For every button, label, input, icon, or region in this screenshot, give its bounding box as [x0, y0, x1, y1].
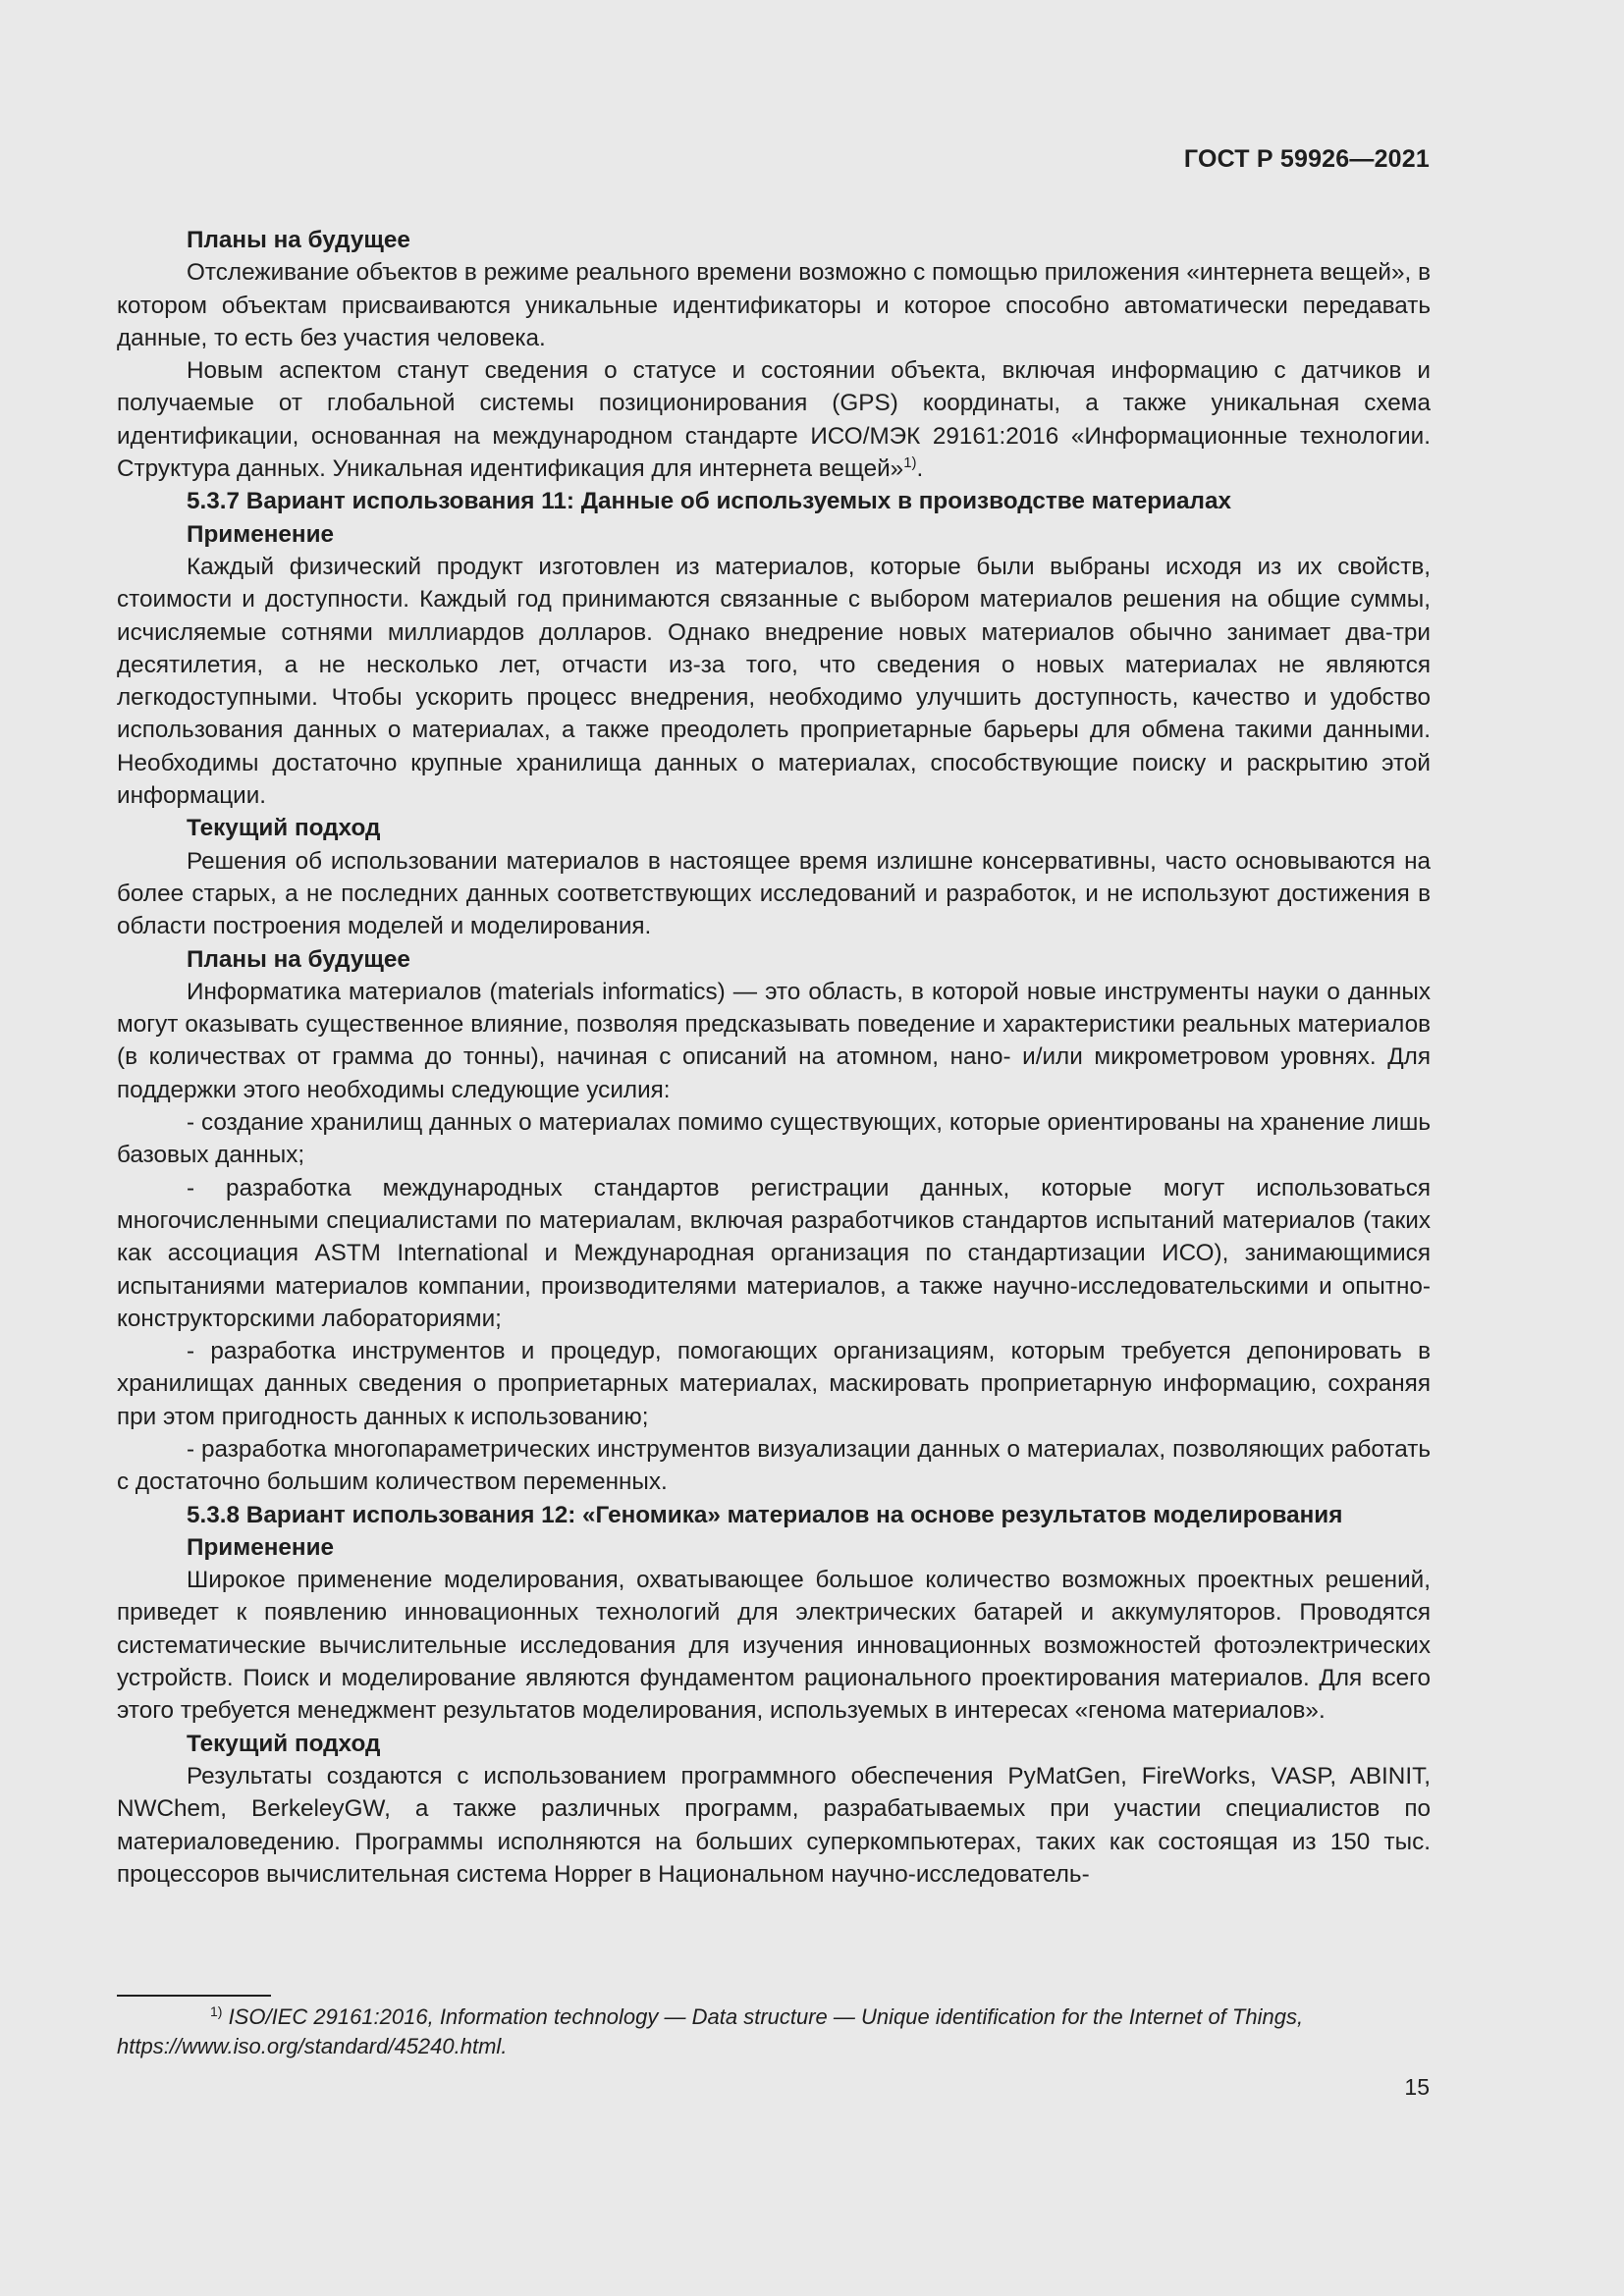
footnote-reference: 1): [903, 454, 917, 472]
paragraph-end: .: [916, 455, 924, 483]
paragraph-text: Новым аспектом станут сведения о статусе и состоянии объекта, включая информацию с датчиков и получаемые от глобальной системы позиционирования (GPS) координаты, а также уникальная схема идентификации, основанная на международном стандарте ИСО/МЭК 29161:2016 «Информационные технологии. Структура данных. Уникальная идентификация для интернета вещей»: [117, 357, 1431, 483]
paragraph: Широкое применение моделирования, охватывающее большое количество возможных проектных решений, приведет к появлению инновационных технологий для электрических батарей и аккумуляторов. Проводятся систематические вычислительные исследования для изучения инновационных возможностей фотоэлектрических устройств. Поиск и моделирование являются фундаментом рационального проектирования материалов. Для всего этого требуется менеджмент результатов моделирования, используемых в интересах «генома материалов».: [117, 1567, 1431, 1725]
subheading-future-plans: Планы на будущее: [187, 227, 410, 253]
paragraph: Отслеживание объектов в режиме реального времени возможно с помощью приложения «интернета вещей», в котором объектам присваиваются уникальные идентификаторы и которое способно автоматически передавать данные, то есть без участия человека.: [117, 259, 1431, 351]
subheading-application: Применение: [187, 1533, 335, 1561]
list-item: - разработка многопараметрических инструментов визуализации данных о материалах, позволяющих работать с достаточно большим количеством переменных.: [117, 1435, 1431, 1496]
page-number: 15: [1404, 2074, 1430, 2100]
footnote-marker: 1): [210, 2003, 223, 2019]
subheading-current-approach: Текущий подход: [187, 815, 381, 842]
paragraph: Каждый физический продукт изготовлен из материалов, которые были выбраны исходя из их свойств, стоимости и доступности. Каждый год принимаются связанные с выбором материалов решения на общие суммы, исчисляемые сотнями миллиардов долларов. Однако внедрение новых материалов обычно занимает два-три десятилетия, а не несколько лет, отчасти из-за того, что сведения о новых материалах не являются легкодоступными. Чтобы ускорить процесс внедрения, необходимо улучшить доступность, качество и удобство использования данных о материалах, а также преодолеть проприетарные барьеры для обмена такими данными. Необходимы достаточно крупные хранилища данных о материалах, способствующие поиску и раскрытию этой информации.: [117, 553, 1431, 810]
footnote-text: ISO/IEC 29161:2016, Information technology — Data structure — Unique identification for the Internet of Things, https://www.iso.org/standard/45240.html.: [117, 2004, 1304, 2058]
footnote-separator: [117, 1995, 271, 1997]
list-item: - разработка инструментов и процедур, помогающих организациям, которым требуется депонировать в хранилищах данных сведения о проприетарных материалах, маскировать проприетарную информацию, сохраняя при этом пригодность данных к использованию;: [117, 1338, 1431, 1430]
list-item: - разработка международных стандартов регистрации данных, которые могут использоваться многочисленными специалистами по материалам, включая разработчиков стандартов испытаний материалов (таких как ассоциация ASTM International и Международная организация по стандартизации ИСО), занимающимися испытаниями материалов компании, производителями материалов, а также научно-исследовательскими и опытно-конструкторскими лабораториями;: [117, 1174, 1431, 1332]
paragraph: [117, 354, 1431, 485]
list-item: - создание хранилищ данных о материалах помимо существующих, которые ориентированы на хранение лишь базовых данных;: [117, 1109, 1431, 1169]
paragraph: Решения об использовании материалов в настоящее время излишне консервативны, часто основываются на более старых, а не последних данных соответствующих исследований и разработок, и не используют достижения в области построения моделей и моделирования.: [117, 847, 1431, 940]
paragraph: Результаты создаются с использованием программного обеспечения PyMatGen, FireWorks, VASP, ABINIT, NWChem, BerkeleyGW, а также различных программ, разрабатываемых при участии специалистов по материаловедению. Программы исполняются на больших суперкомпьютерах, таких как состоящая из 150 тыс. процессоров вычислительная система Hopper в Национальном научно-исследователь-: [117, 1762, 1431, 1888]
section-heading-5-3-8: 5.3.8 Вариант использования 12: «Геномика» материалов на основе результатов моделирования: [187, 1501, 1343, 1528]
footnote: [117, 2002, 1431, 2061]
main-text: [117, 224, 1431, 1891]
subheading-application: Применение: [187, 520, 335, 548]
paragraph: Информатика материалов (materials informatics) — это область, в которой новые инструменты науки о данных могут оказывать существенное влияние, позволяя предсказывать поведение и характеристики реальных материалов (в количествах от грамма до тонны), начиная с описаний на атомном, нано- и/или микрометровом уровнях. Для поддержки этого необходимы следующие усилия:: [117, 978, 1431, 1103]
subheading-current-approach: Текущий подход: [187, 1730, 381, 1757]
section-heading-5-3-7: 5.3.7 Вариант использования 11: Данные об используемых в производстве материалах: [187, 488, 1231, 515]
document-code: ГОСТ Р 59926—2021: [1183, 145, 1430, 173]
subheading-future-plans: Планы на будущее: [187, 945, 410, 973]
